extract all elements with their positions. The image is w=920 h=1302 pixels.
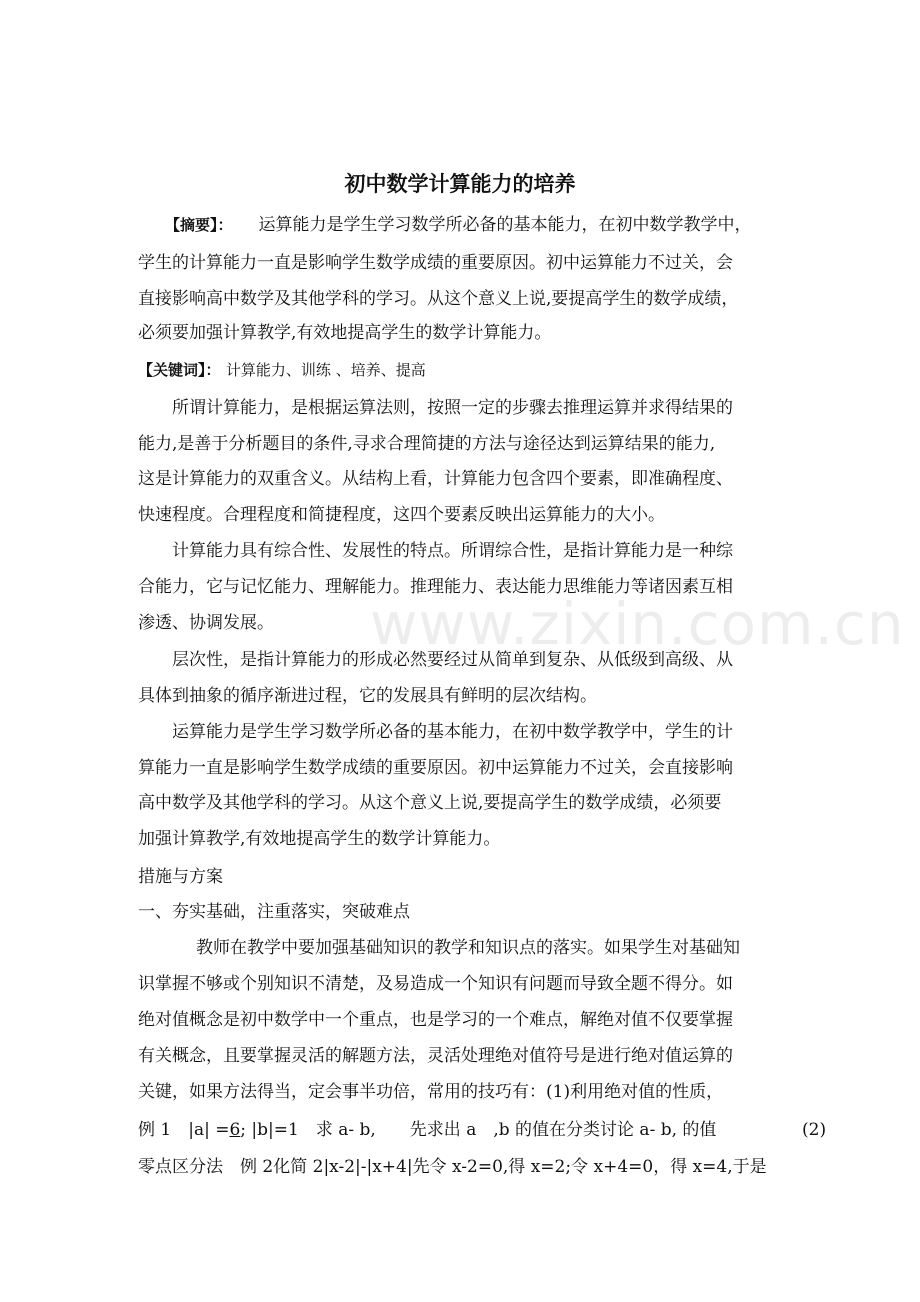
document-title: 初中数学计算能力的培养	[344, 172, 576, 196]
para1-line: 能力,是善于分析题目的条件,寻求合理简捷的方法与途径达到运算结果的能力,	[138, 434, 716, 454]
keywords-line	[138, 358, 426, 382]
para3-line: 层次性，是指计算能力的形成必然要经过从简单到复杂、从低级到高级、从	[172, 650, 733, 670]
abstract-line: 必须要加强计算教学,有效地提高学生的数学计算能力。	[138, 323, 552, 343]
keywords-text: 计算能力、训练 、培养、提高	[225, 361, 426, 379]
abstract-first-line	[165, 213, 752, 237]
para1-line: 快速程度。合理程度和简捷程度，这四个要素反映出运算能力的大小。	[138, 505, 665, 525]
para2-line: 计算能力具有综合性、发展性的特点。所谓综合性，是指计算能力是一种综	[172, 541, 733, 561]
example-line	[138, 1118, 716, 1142]
para4-line: 加强计算教学,有效地提高学生的数学计算能力。	[138, 829, 501, 849]
abstract-text: 运算能力是学生学习数学所必备的基本能力，在初中数学教学中，	[258, 215, 752, 235]
last-line: 零点区分法 例 2化简 2|x-2|-|x+4|先令 x-2=0,得 x=2;令 x+4=0，得 x=4,于是	[138, 1157, 767, 1177]
para4-line: 算能力一直是影响学生数学成绩的重要原因。初中运算能力不过关，会直接影响	[138, 758, 733, 778]
example-text-a: 例 1 |a| =	[138, 1120, 230, 1140]
para5-line: 绝对值概念是初中数学中一个重点，也是学习的一个难点，解绝对值不仅要掌握	[138, 1010, 733, 1030]
section-heading: 措施与方案	[138, 867, 223, 887]
para1-line: 这是计算能力的双重含义。从结构上看，计算能力包含四个要素，即准确程度、	[138, 469, 733, 489]
abstract-line: 直接影响高中数学及其他学科的学习。从这个意义上说,要提高学生的数学成绩，	[138, 289, 739, 309]
para1-line: 所谓计算能力，是根据运算法则，按照一定的步骤去推理运算并求得结果的	[172, 398, 733, 418]
subsection-heading: 一、夯实基础，注重落实，突破难点	[138, 902, 410, 922]
para5-line: 关键，如果方法得当，定会事半功倍，常用的技巧有：(1)利用绝对值的性质，	[138, 1082, 724, 1102]
para4-line: 高中数学及其他学科的学习。从这个意义上说,要提高学生的数学成绩，必须要	[138, 793, 722, 813]
watermark: www.zixin.com.cn	[370, 590, 905, 658]
example-marker: (2)	[802, 1120, 827, 1140]
abstract-line: 学生的计算能力一直是影响学生数学成绩的重要原因。初中运算能力不过关，会	[138, 253, 733, 273]
abstract-label: 【摘要】：	[165, 216, 233, 234]
para3-line: 具体到抽象的循序渐进过程，它的发展具有鲜明的层次结构。	[138, 686, 597, 706]
example-text-c: ; |b|=1 求 a- b, 先求出 a ,b 的值在分类讨论 a- b, 的值	[240, 1120, 717, 1140]
keywords-label: 【关键词】：	[138, 361, 221, 379]
para5-line: 有关概念，且要掌握灵活的解题方法，灵活处理绝对值符号是进行绝对值运算的	[138, 1046, 733, 1066]
para5-line: 教师在教学中要加强基础知识的教学和知识点的落实。如果学生对基础知	[196, 938, 740, 958]
para4-line: 运算能力是学生学习数学所必备的基本能力，在初中数学教学中，学生的计	[172, 722, 733, 742]
para5-line: 识掌握不够或个别知识不清楚，及易造成一个知识有问题而导致全题不得分。如	[138, 974, 733, 994]
example-underlined-value: 6	[229, 1120, 241, 1140]
para2-line: 合能力，它与记忆能力、理解能力。推理能力、表达能力思维能力等诸因素互相	[138, 577, 733, 597]
para2-line: 渗透、协调发展。	[138, 613, 274, 633]
